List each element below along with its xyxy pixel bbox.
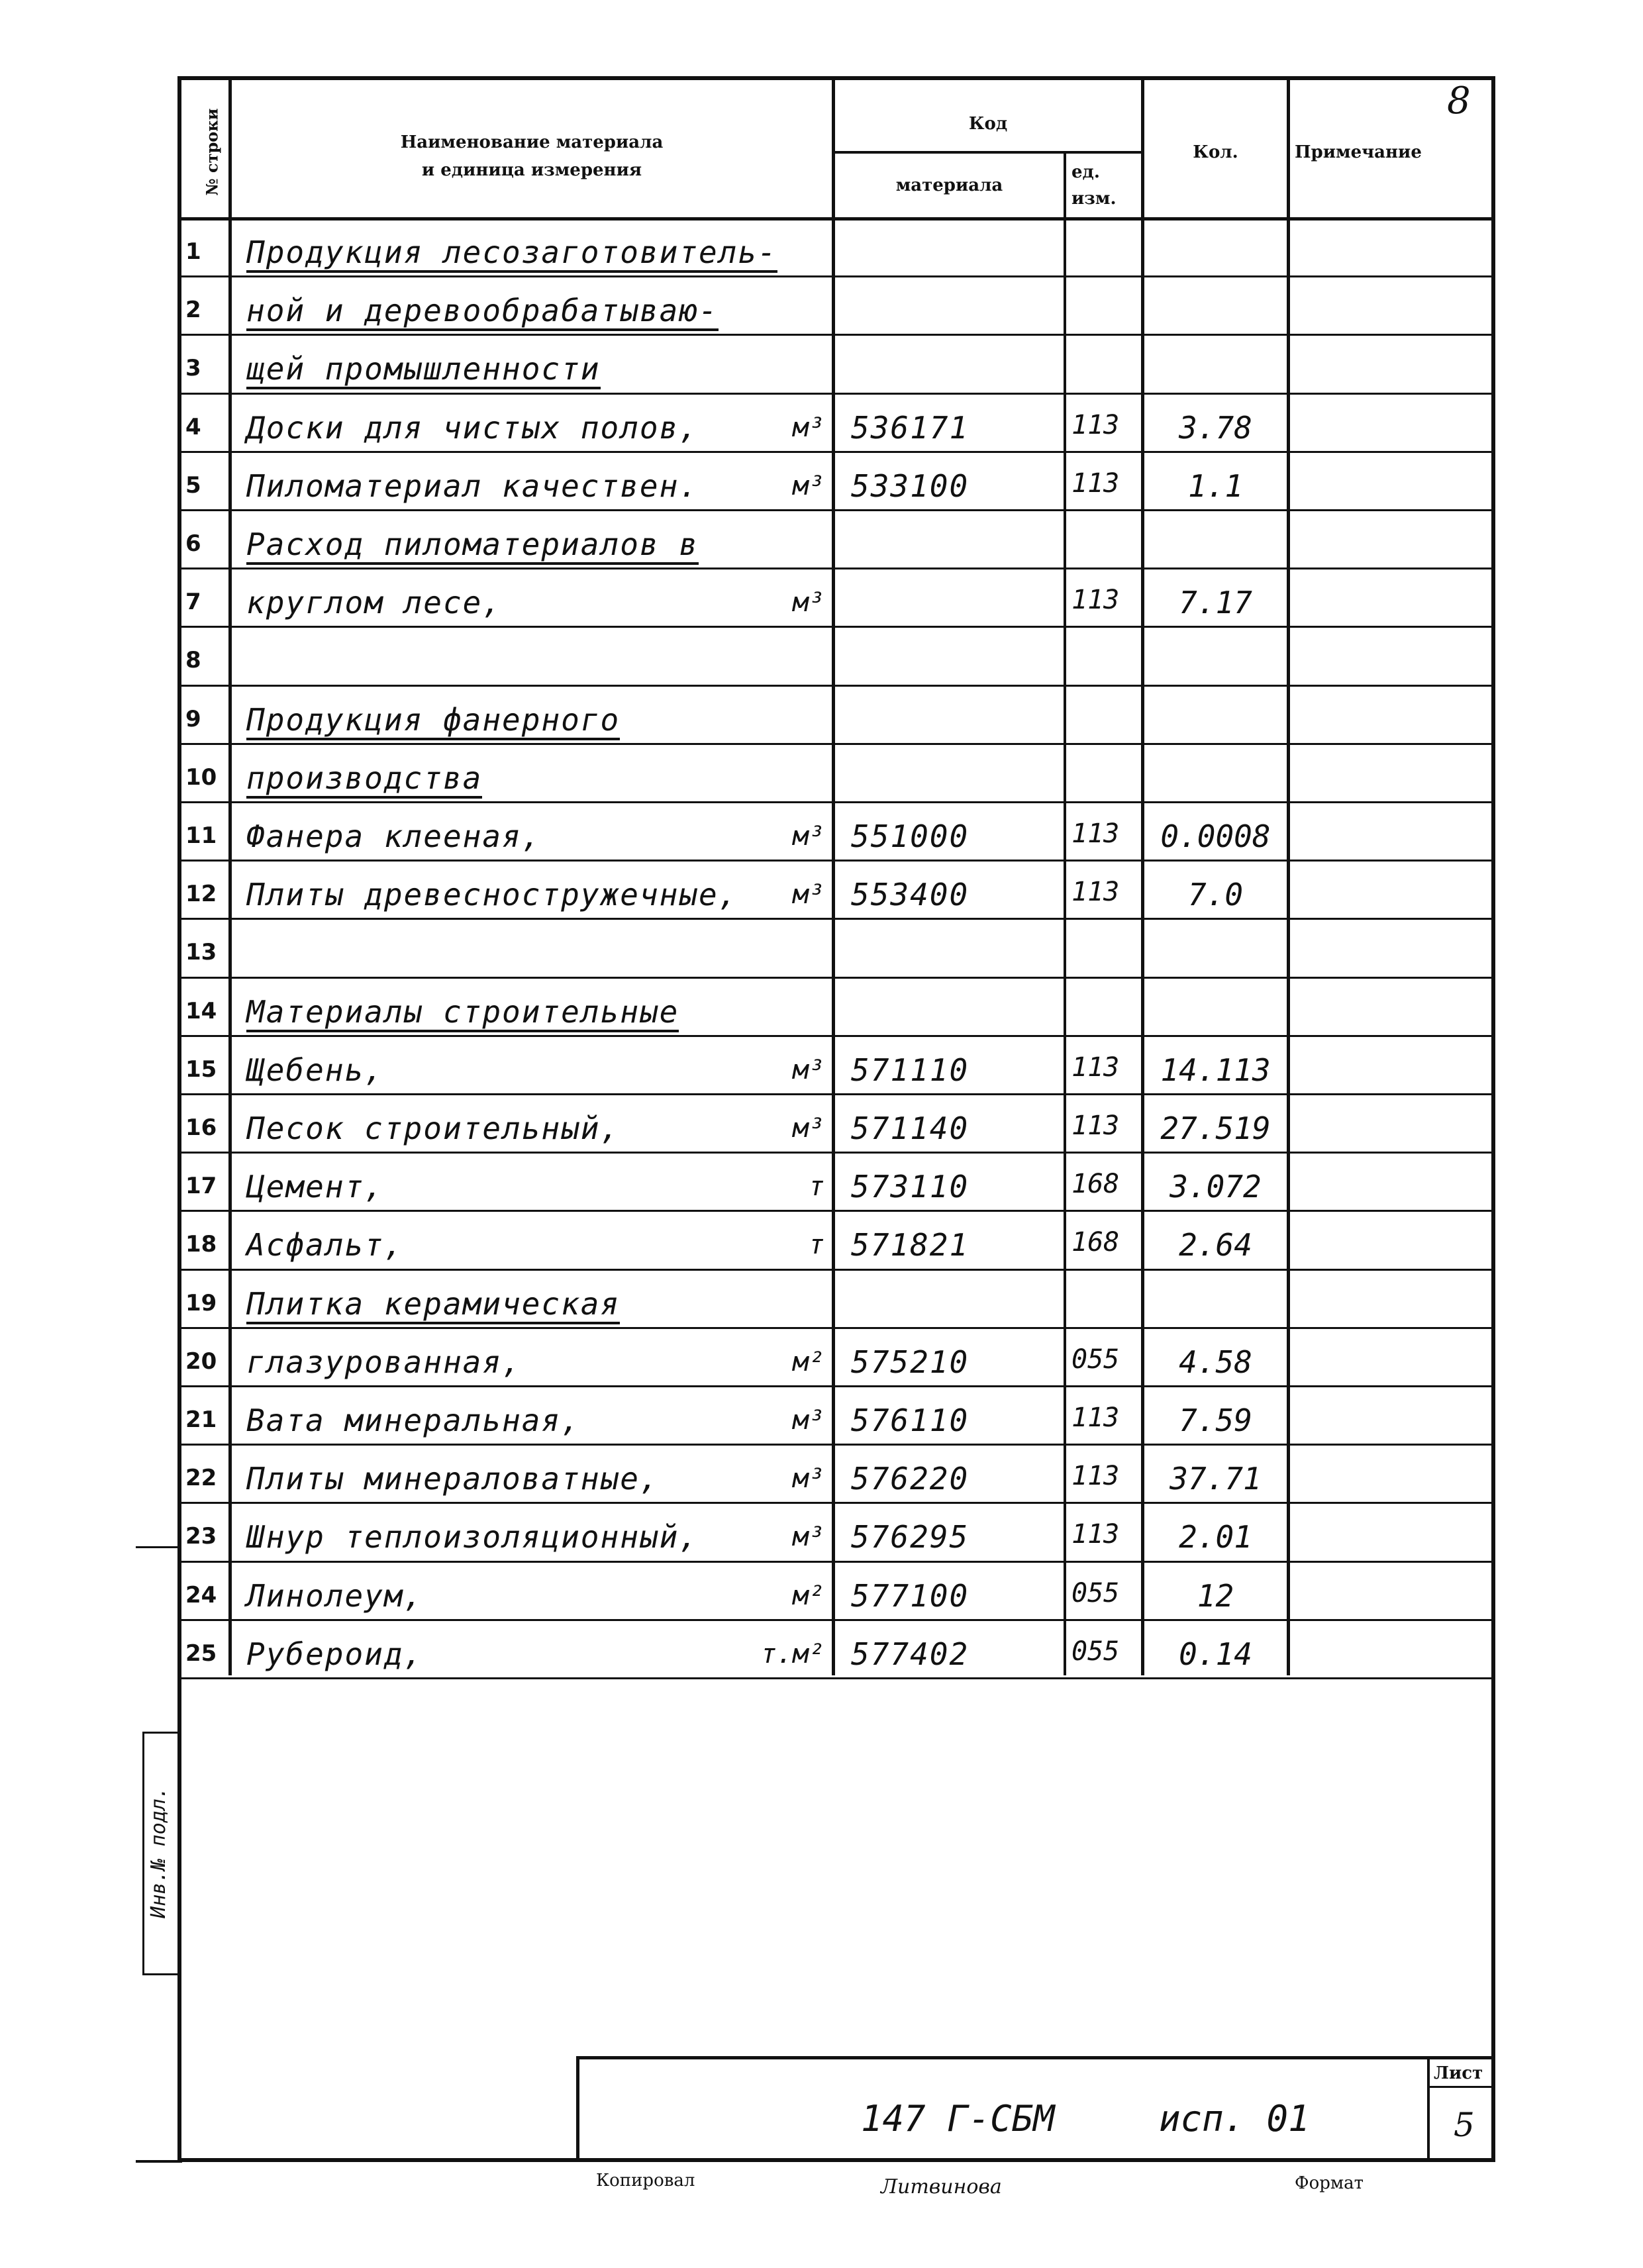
row-line — [177, 1677, 1495, 1679]
quantity: 0.14 — [1179, 1636, 1252, 1672]
material-name: Доски для чистых полов, — [246, 410, 699, 446]
quantity: 37.71 — [1170, 1461, 1262, 1497]
unit-code: 168 — [1071, 1169, 1120, 1199]
unit-code: 113 — [1071, 468, 1120, 499]
header-unit-line1: ед. — [1071, 162, 1100, 182]
material-name: глазурованная, — [246, 1344, 522, 1380]
material-name: щей промышленности — [246, 351, 601, 389]
material-code: 575210 — [851, 1344, 970, 1380]
margin-line-middle-2 — [142, 1973, 181, 1975]
row-line — [177, 1444, 1495, 1446]
material-code: 553400 — [851, 877, 970, 912]
row-number: 25 — [185, 1640, 217, 1667]
stamp-sheet-number: 5 — [1454, 2106, 1475, 2144]
footer-format: Формат — [1295, 2173, 1364, 2193]
material-name: Материалы строительные — [246, 994, 679, 1032]
material-code: 551000 — [851, 818, 970, 854]
stamp-doc-code: 147 Г-СБМ — [861, 2098, 1055, 2140]
material-name: Песок строительный, — [246, 1110, 621, 1146]
quantity: 27.519 — [1160, 1110, 1271, 1146]
header-qty: Кол. — [1193, 142, 1238, 162]
quantity: 2.64 — [1179, 1227, 1252, 1263]
material-name: Фанера клееная, — [246, 818, 542, 854]
unit-of-measure: м³ — [792, 413, 824, 443]
row-number: 19 — [185, 1290, 217, 1316]
material-name: Щебень, — [246, 1052, 384, 1088]
material-code: 571140 — [851, 1110, 970, 1146]
material-name: ной и деревообрабатываю- — [246, 293, 719, 331]
col-line-unitcode — [1064, 152, 1066, 1675]
col-line-note — [1287, 76, 1290, 1675]
material-code: 577100 — [851, 1578, 970, 1614]
quantity: 3.78 — [1179, 410, 1252, 446]
material-name: круглом лесе, — [246, 585, 503, 620]
row-line — [177, 1152, 1495, 1154]
row-line — [177, 1035, 1495, 1037]
unit-of-measure: т — [808, 1230, 824, 1260]
unit-of-measure: м³ — [792, 821, 824, 852]
margin-line-middle-1 — [142, 1732, 181, 1734]
unit-code: 055 — [1071, 1578, 1120, 1608]
row-line — [177, 685, 1495, 687]
row-line — [177, 1269, 1495, 1271]
row-number: 5 — [185, 472, 201, 499]
material-code: 536171 — [851, 410, 970, 446]
row-line — [177, 1093, 1495, 1095]
stamp-sheet-divider — [1427, 2086, 1495, 2088]
material-name: Пиломатериал качествен. — [246, 468, 699, 504]
material-name: Линолеум, — [246, 1578, 424, 1614]
row-number: 2 — [185, 297, 201, 323]
row-line — [177, 1210, 1495, 1212]
row-number: 11 — [185, 822, 217, 849]
header-name-line1: Наименование материала — [400, 132, 664, 152]
quantity: 1.1 — [1187, 468, 1244, 504]
row-number: 9 — [185, 706, 201, 732]
header-unit-line2: изм. — [1071, 189, 1117, 209]
material-code: 576220 — [851, 1461, 970, 1497]
material-name: Расход пиломатериалов в — [246, 526, 699, 565]
row-line — [177, 1619, 1495, 1621]
material-code: 571110 — [851, 1052, 970, 1088]
row-number: 18 — [185, 1231, 217, 1257]
margin-line-bottom — [136, 2160, 182, 2163]
quantity: 14.113 — [1160, 1052, 1271, 1088]
unit-code: 113 — [1071, 1519, 1120, 1550]
unit-of-measure: м³ — [792, 1113, 824, 1144]
col-line-name — [228, 76, 232, 1675]
unit-of-measure: м² — [792, 1581, 824, 1611]
material-name: Асфальт, — [246, 1227, 404, 1263]
footer-copied: Копировал — [596, 2171, 695, 2191]
material-code: 576110 — [851, 1403, 970, 1438]
row-number: 8 — [185, 647, 201, 673]
col-line-code — [832, 76, 835, 1675]
quantity: 3.072 — [1170, 1169, 1262, 1205]
row-number: 15 — [185, 1056, 217, 1083]
unit-of-measure: м² — [792, 1347, 824, 1377]
quantity: 7.17 — [1179, 585, 1252, 620]
material-code: 576295 — [851, 1519, 970, 1555]
row-number: 1 — [185, 238, 201, 265]
row-line — [177, 977, 1495, 979]
quantity: 7.59 — [1179, 1403, 1252, 1438]
row-line — [177, 626, 1495, 628]
row-number: 7 — [185, 589, 201, 615]
row-line — [177, 801, 1495, 803]
row-number: 22 — [185, 1465, 217, 1491]
page-number-handwritten: 8 — [1447, 79, 1471, 123]
material-name: Плиты минераловатные, — [246, 1461, 660, 1497]
material-name: производства — [246, 760, 482, 799]
row-line — [177, 567, 1495, 569]
material-code: 577402 — [851, 1636, 970, 1672]
unit-of-measure: м³ — [792, 1463, 824, 1494]
stamp-version: исп. 01 — [1159, 2098, 1310, 2140]
row-line — [177, 918, 1495, 920]
header-code: Код — [968, 114, 1008, 134]
footer-signature: Литвинова — [881, 2175, 1002, 2198]
quantity: 4.58 — [1179, 1344, 1252, 1380]
row-line — [177, 1502, 1495, 1504]
row-line — [177, 334, 1495, 336]
header-name-line2: и единица измерения — [421, 160, 642, 180]
quantity: 0.0008 — [1160, 818, 1271, 854]
quantity: 12 — [1197, 1578, 1234, 1614]
header-material: материала — [895, 175, 1003, 195]
row-line — [177, 451, 1495, 453]
row-number: 16 — [185, 1114, 217, 1141]
margin-line-vertical — [142, 1732, 144, 1973]
unit-of-measure: м³ — [792, 1405, 824, 1436]
quantity: 2.01 — [1179, 1519, 1252, 1555]
unit-code: 113 — [1071, 818, 1120, 849]
row-number: 21 — [185, 1406, 217, 1433]
unit-code: 113 — [1071, 877, 1120, 907]
material-code: 533100 — [851, 468, 970, 504]
material-name: Плитка керамическая — [246, 1286, 620, 1324]
side-stamp-text: Инв.№ подл. — [146, 1787, 170, 1918]
material-name: Продукция фанерного — [246, 702, 620, 740]
row-number: 17 — [185, 1173, 217, 1199]
margin-line-top — [136, 1546, 181, 1548]
header-note: Примечание — [1295, 142, 1422, 162]
header-bottom-line — [177, 217, 1495, 221]
unit-code: 113 — [1071, 585, 1120, 615]
material-name: Вата минеральная, — [246, 1403, 581, 1438]
row-line — [177, 1385, 1495, 1387]
unit-of-measure: м³ — [792, 471, 824, 501]
unit-code: 113 — [1071, 1461, 1120, 1491]
row-number: 24 — [185, 1582, 217, 1608]
row-number: 10 — [185, 764, 217, 791]
material-name: Плиты древесностружечные, — [246, 877, 738, 912]
row-number: 6 — [185, 530, 201, 557]
row-line — [177, 743, 1495, 745]
unit-of-measure: т.м² — [760, 1639, 824, 1669]
stamp-left-line — [576, 2056, 579, 2162]
quantity: 7.0 — [1187, 877, 1244, 912]
unit-code: 113 — [1071, 1403, 1120, 1433]
row-line — [177, 275, 1495, 277]
unit-code: 055 — [1071, 1636, 1120, 1667]
stamp-sheet-label: Лист — [1434, 2063, 1483, 2083]
row-number: 14 — [185, 998, 217, 1024]
row-number: 13 — [185, 939, 217, 965]
row-number: 20 — [185, 1348, 217, 1375]
row-number: 23 — [185, 1523, 217, 1550]
row-line — [177, 1561, 1495, 1563]
material-name: Цемент, — [246, 1169, 384, 1205]
material-name: Продукция лесозаготовитель- — [246, 234, 777, 273]
unit-of-measure: м³ — [792, 1055, 824, 1085]
row-line — [177, 393, 1495, 395]
unit-code: 113 — [1071, 1052, 1120, 1083]
material-code: 571821 — [851, 1227, 970, 1263]
material-code: 573110 — [851, 1169, 970, 1205]
row-line — [177, 1327, 1495, 1329]
row-number: 4 — [185, 414, 201, 440]
unit-of-measure: м³ — [792, 1522, 824, 1552]
row-number: 12 — [185, 881, 217, 907]
header-code-divider — [832, 151, 1143, 154]
row-line — [177, 509, 1495, 511]
row-line — [177, 860, 1495, 862]
material-name: Шнур теплоизоляционный, — [246, 1519, 699, 1555]
unit-code: 113 — [1071, 1110, 1120, 1141]
unit-code: 113 — [1071, 410, 1120, 440]
unit-of-measure: м³ — [792, 587, 824, 618]
unit-of-measure: т — [808, 1171, 824, 1202]
stamp-top-line — [576, 2056, 1495, 2059]
material-name: Рубероид, — [246, 1636, 424, 1672]
stamp-sheet-line — [1427, 2056, 1430, 2162]
unit-code: 055 — [1071, 1344, 1120, 1375]
header-row-no: № строки — [202, 108, 222, 196]
unit-of-measure: м³ — [792, 879, 824, 910]
row-number: 3 — [185, 355, 201, 381]
unit-code: 168 — [1071, 1227, 1120, 1257]
